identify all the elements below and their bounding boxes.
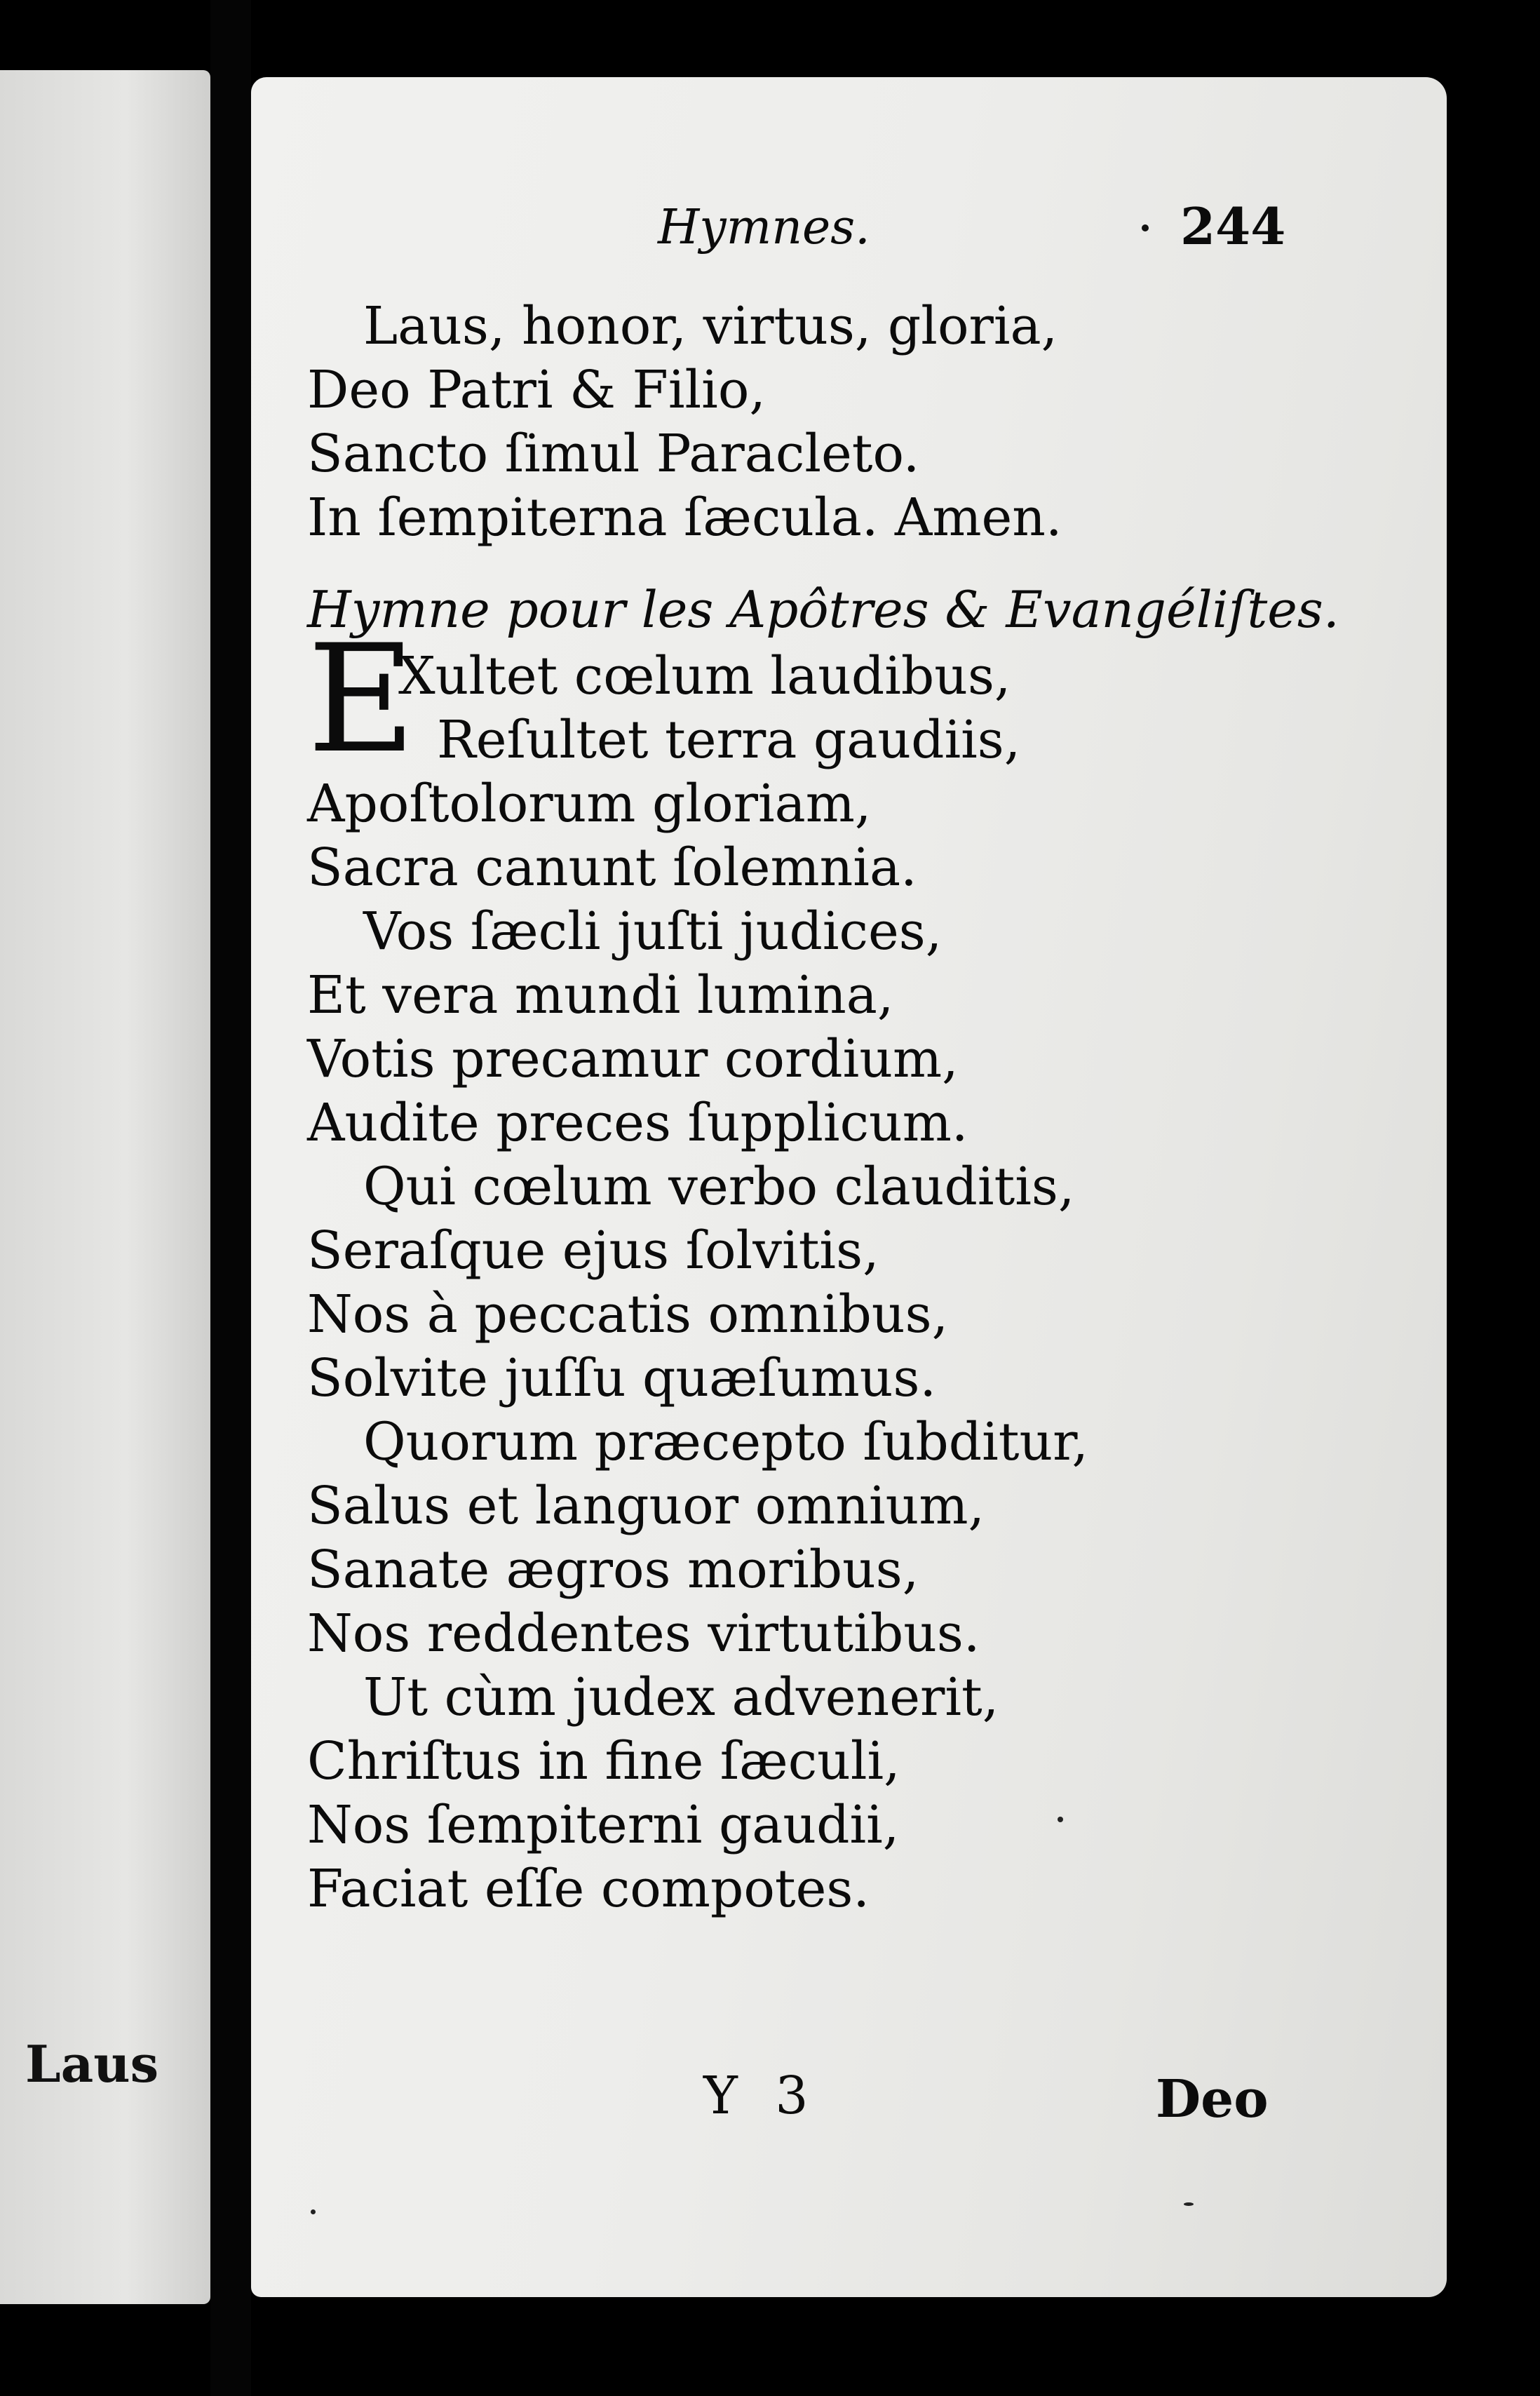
running-head: Hymnes.: [658, 200, 870, 255]
verse-line: Nos ſempiterni gaudii,: [307, 1795, 900, 1855]
ornament-dot: [1142, 224, 1149, 231]
verse-line: Nos reddentes virtutibus.: [307, 1603, 980, 1664]
verse-line: Xultet cœlum laudibus,: [398, 646, 1011, 706]
verse-line: Solvite juſſu quæſumus.: [307, 1348, 936, 1408]
verse-line: Quorum præcepto ſubditur,: [363, 1412, 1088, 1472]
text-block: [307, 295, 1415, 1921]
page-number: 244: [1180, 196, 1286, 256]
verse-line: Salus et languor omnium,: [307, 1476, 985, 1536]
verse-line: Apoſtolorum gloriam,: [307, 774, 872, 834]
verse-line: Qui cœlum verbo clauditis,: [363, 1157, 1075, 1217]
right-page: [251, 77, 1447, 2297]
dropcap-block: [307, 612, 1415, 786]
paper-speck: [311, 2209, 316, 2214]
paper-speck: [1058, 1817, 1063, 1822]
dropcap-letter: E: [307, 612, 416, 786]
verse-line: Chriſtus in fine ſæculi,: [307, 1731, 900, 1791]
verse-line: Sanate ægros moribus,: [307, 1540, 919, 1600]
catchword: Deo: [1156, 2069, 1269, 2129]
verse-line: Votis precamur cordium,: [307, 1029, 959, 1089]
verse-line: Reſultet terra gaudiis,: [437, 710, 1021, 770]
verse-line: Audite preces ſupplicum.: [307, 1093, 968, 1153]
verse-line: Et vera mundi lumina,: [307, 965, 894, 1025]
verse-line: Ut cùm judex advenerit,: [363, 1667, 999, 1728]
verse-line: Seraſque ejus ſolvitis,: [307, 1220, 879, 1281]
verse-line: In ſempiterna ſæcula. Amen.: [307, 487, 1062, 548]
book-spine-gutter: [210, 0, 251, 2396]
verse-line: Laus, honor, virtus, gloria,: [363, 296, 1058, 356]
signature-mark: Y 3: [703, 2066, 809, 2126]
verse-line: Sacra canunt ſolemnia.: [307, 837, 917, 898]
verse-line: Sancto ſimul Paracleto.: [307, 424, 920, 484]
left-page: [0, 70, 210, 2304]
left-page-catchword: Laus: [25, 2034, 159, 2094]
verse-line: Vos ſæcli juſti judices,: [363, 901, 943, 962]
verse-line: Faciat eſſe compotes.: [307, 1859, 870, 1919]
verse-line: Deo Patri & Filio,: [307, 360, 766, 420]
paper-speck: [1184, 2202, 1194, 2206]
verse-line: Nos à peccatis omnibus,: [307, 1284, 949, 1345]
hymn-title: Hymne pour les Apôtres & Evangéliſtes.: [307, 580, 1339, 639]
